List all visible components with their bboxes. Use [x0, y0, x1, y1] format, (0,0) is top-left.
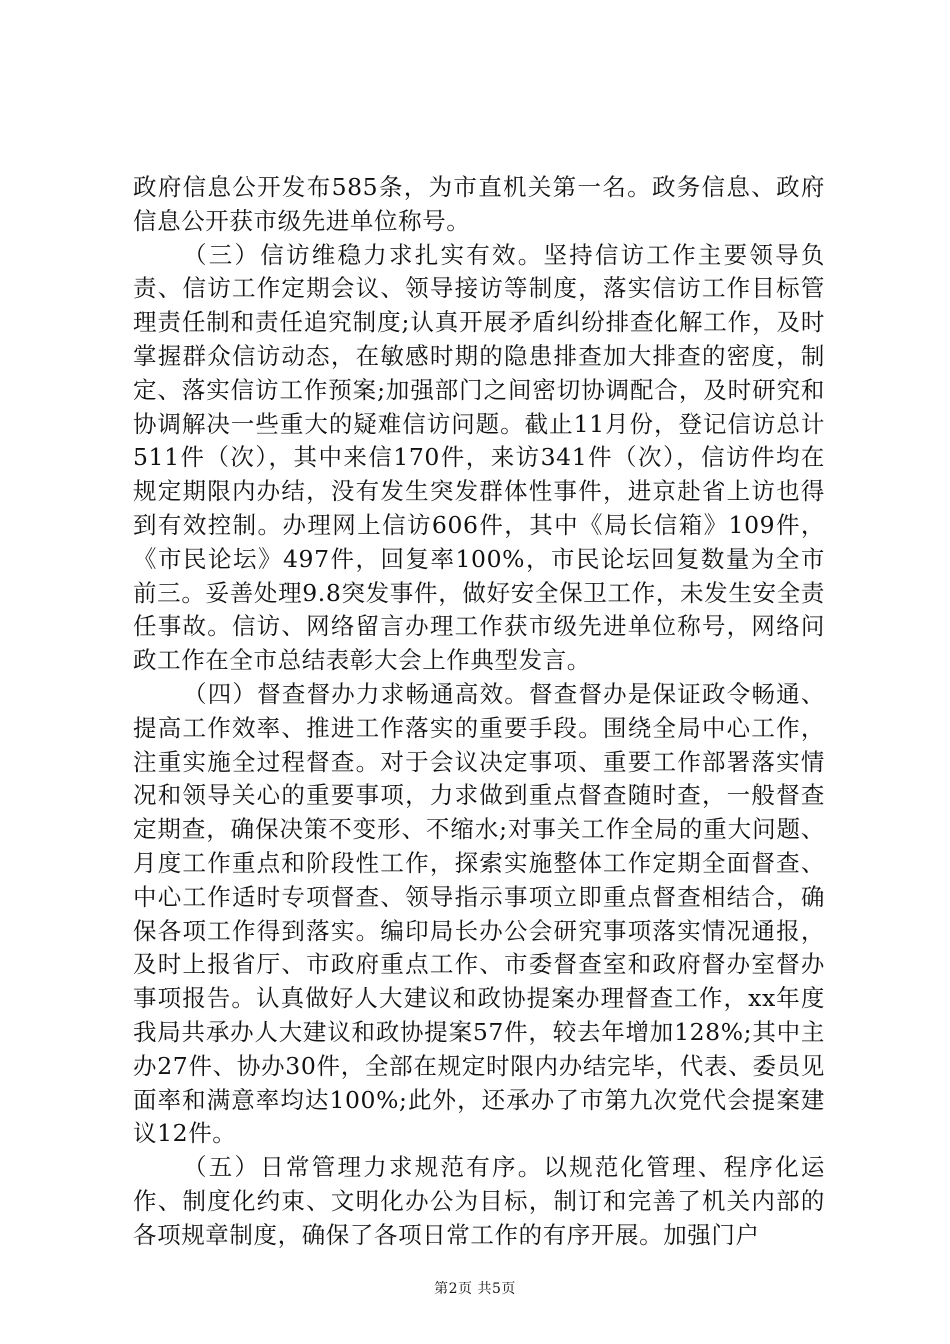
paragraph-petition: （三）信访维稳力求扎实有效。坚持信访工作主要领导负责、信访工作定期会议、领导接访等制度，落实信访工作目标管理责任制和责任追究制度;认真开展矛盾纠纷排查化解工作，及时掌握群众信访动态，在敏感时期的隐患排查加大排查的密度，制定、落实信访工作预案;加强部门之间密切协调配合，及时研究和协调解决一些重大的疑难信访问题。截止11月份，登记信访总计511件（次），其中来信170件，来访341件（次），信访件均在规定期限内办结，没有发生突发群体性事件，进京赴省上访也得到有效控制。办理网上信访606件，其中《局长信箱》109件，《市民论坛》497件，回复率100%，市民论坛回复数量为全市前三。妥善处理9.8突发事件，做好安全保卫工作，未发生安全责任事故。信访、网络留言办理工作获市级先进单位称号，网络问政工作在全市总结表彰大会上作典型发言。: [133, 240, 825, 675]
paragraph-public-info: 政府信息公开发布585条，为市直机关第一名。政务信息、政府信息公开获市级先进单位称号。: [133, 173, 825, 235]
document-body: [133, 171, 825, 1253]
page-footer: 第2页 共5页: [434, 1281, 516, 1297]
paragraph-supervision: （四）督查督办力求畅通高效。督查督办是保证政令畅通、提高工作效率、推进工作落实的重要手段。围绕全局中心工作，注重实施全过程督查。对于会议决定事项、重要工作部署落实情况和领导关心的重要事项，力求做到重点督查随时查，一般督查定期查，确保决策不变形、不缩水;对事关工作全局的重大问题、月度工作重点和阶段性工作，探索实施整体工作定期全面督查、中心工作适时专项督查、领导指示事项立即重点督查相结合，确保各项工作得到落实。编印局长办公会研究事项落实情况通报，及时上报省厅、市政府重点工作、市委督查室和政府督办室督办事项报告。认真做好人大建议和政协提案办理督查工作，xx年度我局共承办人大建议和政协提案57件，较去年增加128%;其中主办27件、协办30件，全部在规定时限内办结完毕，代表、委员见面率和满意率均达100%;此外，还承办了市第九次党代会提案建议12件。: [133, 679, 825, 1148]
paragraph-daily-management: （五）日常管理力求规范有序。以规范化管理、程序化运作、制度化约束、文明化办公为目标，制订和完善了机关内部的各项规章制度，确保了各项日常工作的有序开展。加强门户: [133, 1153, 825, 1249]
